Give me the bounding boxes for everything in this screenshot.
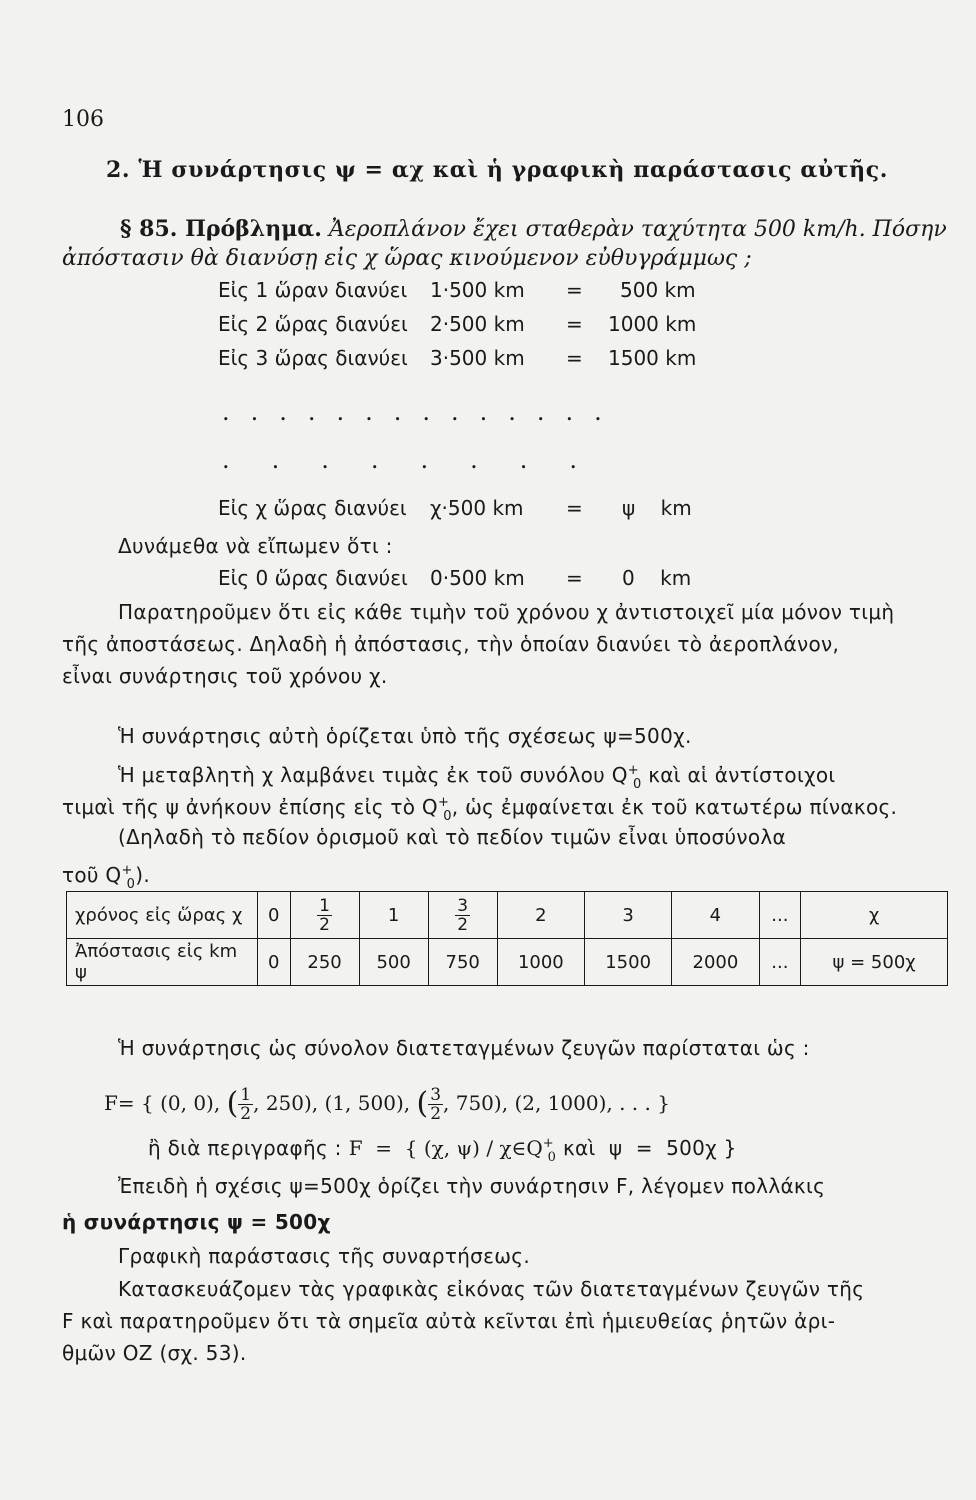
table-cell: χ [801,892,948,939]
set-intro: Ἡ συνάρτησις ὡς σύνολον διατεταγμένων ζευγῶν παρίσταται ὡς : [118,1036,810,1060]
text-run: τοῦ Q [62,863,122,887]
table-cell: 750 [428,939,497,986]
problem-statement-1: Ἀεροπλάνον ἔχει σταθερὰν ταχύτητα 500 km/h. Πόσην [328,217,947,242]
fraction [455,897,470,934]
example-left: Εἰς 3 ὥρας διανύει [218,346,408,370]
fraction-numerator: 3 [457,895,469,916]
example-eq: = [566,496,583,520]
table-cell: 0 [258,892,291,939]
subscript-zero: 0 [126,877,136,892]
table-cell: 2000 [672,939,759,986]
text-run: , ὡς ἐμφαίνεται ἐκ τοῦ κατωτέρω πίνακος. [451,795,898,819]
example-calc: 1·500 km [430,278,525,302]
subscript-zero: 0 [632,777,642,792]
table-cell: ... [759,939,801,986]
paragraph-line: Ἐπειδὴ ἡ σχέσις ψ=500χ ὁρίζει τὴν συνάρτησιν F, λέγομεν πολλάκις [118,1174,826,1198]
example-calc: 2·500 km [430,312,525,336]
set-part: 250), [265,1091,319,1115]
superscript-plus: + [542,1136,554,1151]
table-cell-three-half [428,892,497,939]
set-part: F= { (0, 0), [104,1091,221,1115]
text-run: καὶ αἱ ἀντίστοιχοι [648,763,836,787]
table-cell: 500 [359,939,428,986]
fraction-denominator: 2 [430,1104,442,1124]
problem-statement-2: ἀπόστασιν θὰ διανύσῃ εἰς χ ὥρας κινούμενον εὐθυγράμμως ; [62,246,752,271]
fraction [238,1086,253,1123]
page-number: 106 [62,107,104,132]
example-result: 1500 km [608,346,697,370]
paragraph-line: εἶναι συνάρτησις τοῦ χρόνου χ. [62,664,388,688]
table-cell: 1000 [497,939,584,986]
fraction-numerator: 3 [430,1085,442,1105]
table-cell: 1500 [584,939,671,986]
table-header-distance: Ἀπόστασις εἰς km ψ [67,939,258,986]
example-left: Εἰς 0 ὥρας διανύει [218,566,408,590]
set-part: (1, 500), [324,1091,411,1115]
section-heading: 2. Ἡ συνάρτησις ψ = αχ καὶ ἡ γραφικὴ παράστασις αὐτῆς. [106,157,888,183]
text-run: Ἡ μεταβλητὴ χ λαμβάνει τιμὰς ἐκ τοῦ συνόλου Q [118,763,628,787]
table-cell: ... [759,892,801,939]
table-cell: 250 [290,939,359,986]
paragraph-line: F καὶ παρατηροῦμεν ὅτι τὰ σημεῖα αὐτὰ κεῖνται ἐπὶ ἡμιευθείας ῥητῶν ἀρι- [62,1309,836,1333]
superscript-plus: + [437,795,450,810]
table-row [67,892,948,939]
table-row [67,939,948,986]
table-cell: 2 [497,892,584,939]
fraction-numerator: 1 [240,1085,252,1105]
example-eq: = [566,278,583,302]
paragraph-line: τῆς ἀποστάσεως. Δηλαδὴ ἡ ἀπόστασις, τὴν ὁποίαν διανύει τὸ ἀεροπλάνον, [62,632,840,656]
example-result: 500 km [620,278,696,302]
example-eq: = [566,312,583,336]
set-expression: F= { (0, 0), ( $\frac{1}{2}$ , 250), (1, 500), ( $\frac{3}{2}$ , 750), (2, 1000), . . . } [104,1085,670,1124]
fraction-numerator: 1 [319,895,330,916]
fraction-denominator: 2 [319,914,330,935]
text-run: F = { (χ, ψ) / χ∈Q [348,1136,543,1160]
table-cell: 3 [584,892,671,939]
superscript-plus: + [121,863,133,878]
fraction-denominator: 2 [240,1104,252,1124]
example-eq: = [566,346,583,370]
example-result: ψ km [622,496,692,520]
table-cell: ψ = 500χ [801,939,948,986]
subscript-zero: 0 [443,809,452,824]
superscript-plus: + [627,763,639,778]
example-result: 0 km [622,566,692,590]
example-left: Εἰς χ ὥρας διανύει [218,496,407,520]
paren: ( [226,1086,239,1121]
table-cell-half [290,892,359,939]
example-result: 1000 km [608,312,697,336]
text-run: καὶ ψ = 500χ } [562,1136,737,1160]
paren: ( [416,1086,429,1121]
text-run: ἢ διὰ περιγραφῆς : [148,1136,342,1160]
subheading: Γραφικὴ παράστασις τῆς συναρτήσεως. [118,1244,531,1268]
ellipsis-row-1: .............. [222,398,623,426]
problem-line-1 [120,215,947,244]
example-calc: 3·500 km [430,346,525,370]
fraction [428,1086,443,1123]
example-eq: = [566,566,583,590]
text-run: ). [135,863,150,887]
relation-line: Ἡ συνάρτησις αὐτὴ ὁρίζεται ὑπὸ τῆς σχέσεως ψ=500χ. [118,724,692,748]
fraction-denominator: 2 [457,914,469,935]
example-calc: χ·500 km [430,496,524,520]
subscript-zero: 0 [547,1150,556,1165]
problem-label: § 85. Πρόβλημα. [120,216,322,242]
description-line [148,1130,737,1172]
ellipsis-row-2: ........ [222,446,620,474]
paragraph-line: (Δηλαδὴ τὸ πεδίον ὁρισμοῦ καὶ τὸ πεδίον τιμῶν εἶναι ὑποσύνολα [118,825,787,849]
example-calc: 0·500 km [430,566,525,590]
paragraph-line: ἡ συνάρτησις ψ = 500χ [62,1210,331,1234]
paragraph-line: Κατασκευάζομεν τὰς γραφικὰς εἰκόνας τῶν διατεταγμένων ζευγῶν τῆς [118,1277,865,1301]
table-header-time: χρόνος εἰς ὥρας χ [67,892,258,939]
table-cell: 4 [672,892,759,939]
fraction [317,897,332,934]
text-run: τιμαὶ τῆς ψ ἀνήκουν ἐπίσης εἰς τὸ Q [62,795,438,819]
example-left: Εἰς 1 ὥραν διανύει [218,278,408,302]
table-cell: 0 [258,939,291,986]
we-can-say: Δυνάμεθα νὰ εἴπωμεν ὅτι : [118,534,393,558]
paragraph-line: θμῶν ΟΖ (σχ. 53). [62,1341,247,1365]
value-table [66,891,948,986]
example-left: Εἰς 2 ὥρας διανύει [218,312,408,336]
paragraph-line: Παρατηροῦμεν ὅτι εἰς κάθε τιμὴν τοῦ χρόνου χ ἀντιστοιχεῖ μία μόνον τιμὴ [118,600,895,624]
set-part: (2, 1000), . . . } [514,1091,670,1115]
table-cell: 1 [359,892,428,939]
set-part: 750), [455,1091,509,1115]
